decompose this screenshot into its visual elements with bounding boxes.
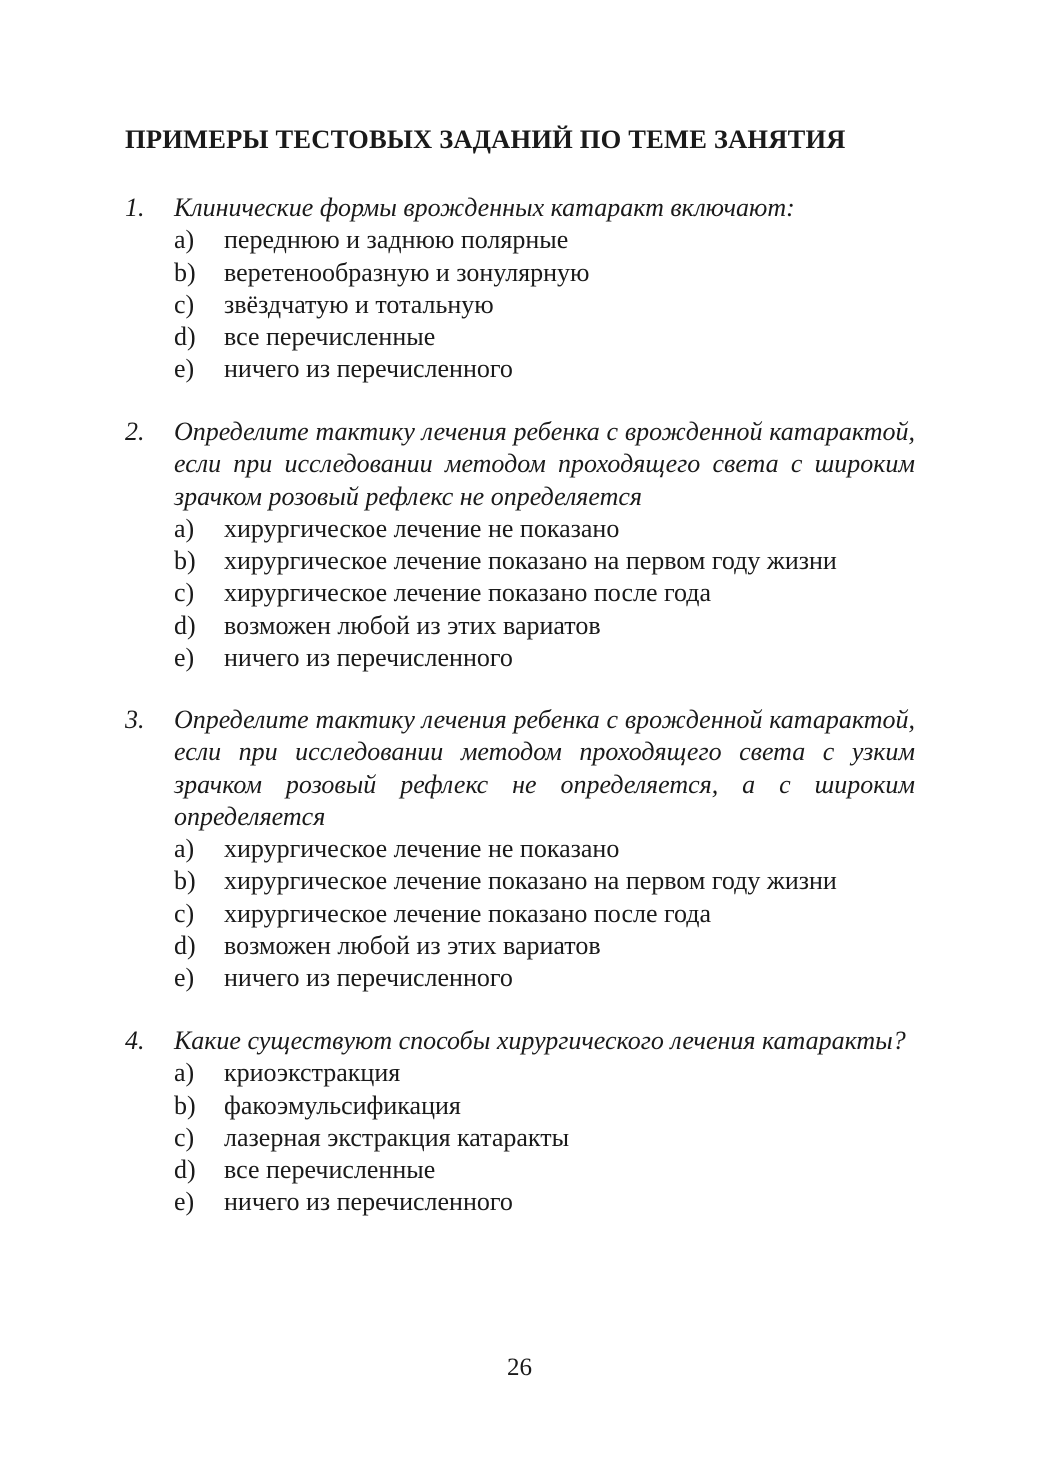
answer-option-e <box>174 1186 915 1218</box>
answer-options <box>125 224 915 385</box>
option-letter: b) <box>174 257 196 287</box>
answer-option-d <box>174 610 915 642</box>
question-number: 3. <box>125 705 145 734</box>
question-text: Клинические формы врожденных катаракт включают: <box>174 193 795 222</box>
option-letter: e) <box>174 643 195 673</box>
question-text: Какие существуют способы хирургического лечения катаракты? <box>174 1026 906 1055</box>
answer-option-b <box>174 865 915 897</box>
answer-option-d <box>174 1154 915 1186</box>
question-number: 2. <box>125 417 145 446</box>
option-text: веретенообразную и зонулярную <box>224 257 590 287</box>
question-3 <box>125 704 915 995</box>
option-letter: b) <box>174 866 196 896</box>
option-letter: a) <box>174 225 195 255</box>
option-text: лазерная экстракция катаракты <box>224 1122 570 1152</box>
answer-option-a <box>174 833 915 865</box>
option-text: звёздчатую и тотальную <box>224 289 494 319</box>
option-letter: d) <box>174 610 196 640</box>
answer-option-a <box>174 513 915 545</box>
answer-option-a <box>174 224 915 256</box>
option-text: ничего из перечисленного <box>224 354 513 384</box>
question-header <box>125 192 915 224</box>
question-text: Определите тактику лечения ребенка с врожденной катарактой, если при исследовании методом проходящего света с узким зрачком розовый рефлекс не определяется, а с широким определяется <box>174 705 915 831</box>
question-text: Определите тактику лечения ребенка с врожденной катарактой, если при исследовании методом проходящего света с широким зрачком розовый рефлекс не определяется <box>174 417 915 511</box>
question-2 <box>125 416 915 674</box>
option-letter: b) <box>174 1090 196 1120</box>
question-4 <box>125 1025 915 1219</box>
option-letter: d) <box>174 322 196 352</box>
answer-options <box>125 1057 915 1218</box>
question-number: 4. <box>125 1026 145 1055</box>
question-header <box>125 704 915 833</box>
option-letter: c) <box>174 898 195 928</box>
option-text: возможен любой из этих вариатов <box>224 610 601 640</box>
option-text: хирургическое лечение показано на первом году жизни <box>224 546 837 576</box>
option-text: хирургическое лечение показано после года <box>224 898 712 928</box>
option-text: все перечисленные <box>224 1155 436 1185</box>
option-letter: c) <box>174 578 195 608</box>
option-letter: d) <box>174 1155 196 1185</box>
answer-option-e <box>174 962 915 994</box>
option-letter: c) <box>174 289 195 319</box>
option-letter: e) <box>174 354 195 384</box>
option-letter: a) <box>174 834 195 864</box>
answer-option-d <box>174 930 915 962</box>
answer-option-c <box>174 289 915 321</box>
question-number: 1. <box>125 193 145 222</box>
question-header <box>125 416 915 513</box>
option-text: факоэмульсификация <box>224 1090 461 1120</box>
answer-option-a <box>174 1057 915 1089</box>
option-letter: a) <box>174 1058 195 1088</box>
option-letter: e) <box>174 963 195 993</box>
option-text: все перечисленные <box>224 322 436 352</box>
option-text: ничего из перечисленного <box>224 1187 513 1217</box>
option-letter: e) <box>174 1187 195 1217</box>
answer-options <box>125 513 915 674</box>
option-text: криоэкстракция <box>224 1058 401 1088</box>
question-header <box>125 1025 915 1057</box>
answer-option-b <box>174 545 915 577</box>
answer-option-e <box>174 642 915 674</box>
page-number: 26 <box>507 1354 532 1381</box>
page-heading: ПРИМЕРЫ ТЕСТОВЫХ ЗАДАНИЙ ПО ТЕМЕ ЗАНЯТИЯ <box>125 124 846 154</box>
answer-option-c <box>174 577 915 609</box>
option-text: переднюю и заднюю полярные <box>224 225 569 255</box>
option-text: хирургическое лечение показано после года <box>224 578 712 608</box>
question-1 <box>125 192 915 386</box>
answer-option-d <box>174 321 915 353</box>
option-text: возможен любой из этих вариатов <box>224 931 601 961</box>
option-text: ничего из перечисленного <box>224 643 513 673</box>
option-letter: b) <box>174 546 196 576</box>
option-text: хирургическое лечение показано на первом году жизни <box>224 866 837 896</box>
option-text: ничего из перечисленного <box>224 963 513 993</box>
answer-options <box>125 833 915 994</box>
option-letter: c) <box>174 1122 195 1152</box>
option-text: хирургическое лечение не показано <box>224 513 620 543</box>
answer-option-b <box>174 1090 915 1122</box>
option-letter: a) <box>174 513 195 543</box>
answer-option-c <box>174 1122 915 1154</box>
answer-option-b <box>174 257 915 289</box>
answer-option-e <box>174 353 915 385</box>
option-letter: d) <box>174 931 196 961</box>
option-text: хирургическое лечение не показано <box>224 834 620 864</box>
answer-option-c <box>174 898 915 930</box>
